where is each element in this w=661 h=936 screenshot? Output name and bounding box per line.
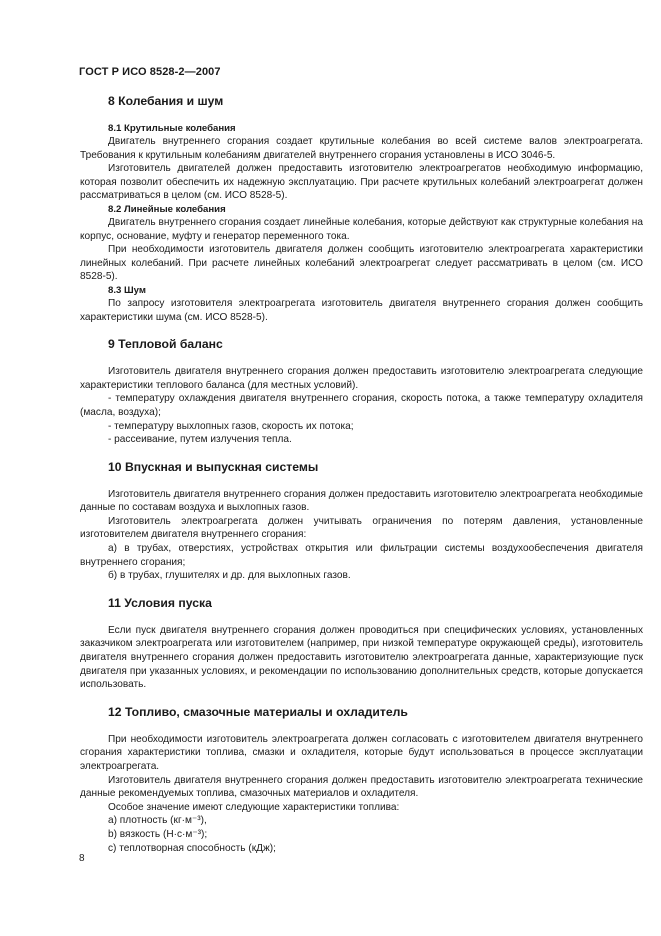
paragraph: Изготовитель двигателя внутреннего сгорания должен предоставить изготовителю электроагрегата необходимые данные по составам воздуха и выхлопных газов.: [80, 488, 643, 514]
section-11-title: 11 Условия пуска: [108, 595, 212, 610]
list-item: - температуру выхлопных газов, скорость их потока;: [108, 420, 354, 432]
paragraph: При необходимости изготовитель двигателя должен сообщить изготовителю электроагрегата характеристики линейных колебаний. При расчете линейных колебаний электроагрегат следует рассматривать в целом (см. ИСО 8528-5).: [80, 244, 643, 283]
paragraph: Изготовитель электроагрегата должен учитывать ограничения по потерям давления, установленные изготовителем двигателя внутреннего сгорания:: [80, 515, 643, 541]
list-item: b) вязкость (Н·с·м⁻³);: [108, 828, 208, 840]
paragraph: Если пуск двигателя внутреннего сгорания должен проводиться при специфических условиях, установленных заказчиком электроагрегата или изготовителем (например, при низкой температуре окружающей среды), изготовитель двигателя внутреннего сгорания должен предоставить изготовителю электроагрегата данные, характеризующие пуск двигателя при указанных условиях, и рекомендации по использованию дополнительных средств, которые допускается использовать.: [80, 624, 643, 691]
paragraph: Изготовитель двигателя внутреннего сгорания должен предоставить изготовителю электроагрегата следующие характеристики теплового баланса (для местных условий).: [80, 366, 643, 391]
list-item: - температуру охлаждения двигателя внутреннего сгорания, скорость потока, а также температуру охладителя (масла, воздуха);: [80, 393, 643, 418]
section-10-title: 10 Впускная и выпускная системы: [108, 459, 319, 474]
subsection-8-2-title: 8.2 Линейные колебания: [108, 203, 226, 215]
section-9: [80, 337, 643, 447]
section-12-title: 12 Топливо, смазочные материалы и охладитель: [108, 704, 408, 719]
subsection-8-3-title: 8.3 Шум: [108, 284, 146, 296]
section-8-title: 8 Колебания и шум: [108, 94, 224, 108]
section-9-title: 9 Тепловой баланс: [108, 337, 223, 352]
list-item: б) в трубах, глушителях и др. для выхлопных газов.: [108, 570, 351, 582]
list-item: а) в трубах, отверстиях, устройствах открытия или фильтрации системы воздухообеспечения двигателя внутреннего сгорания;: [80, 543, 643, 568]
paragraph: При необходимости изготовитель электроагрегата должен согласовать с изготовителем двигателя внутреннего сгорания характеристики топлива, смазки и охладителя, которые будут использоваться в процессе эксплуатации электроагрегата.: [80, 733, 643, 772]
section-10: [80, 460, 643, 583]
paragraph: Двигатель внутреннего сгорания создает линейные колебания, которые действуют как структурные колебания на корпус, основание, муфту и генератор переменного тока.: [80, 216, 643, 242]
list-item: - рассеивание, путем излучения тепла.: [108, 434, 292, 446]
document-header: ГОСТ Р ИСО 8528-2—2007: [79, 66, 221, 78]
page-number: 8: [79, 853, 85, 864]
list-item: а) плотность (кг·м⁻³),: [108, 815, 207, 827]
paragraph: Изготовитель двигателя внутреннего сгорания должен предоставить изготовителю электроагрегата технические данные рекомендуемых топлива, смазочных материалов и охладителя.: [80, 774, 643, 800]
document-body: [80, 94, 643, 855]
section-11: [80, 596, 643, 692]
list-item: с) теплотворная способность (кДж);: [108, 842, 276, 854]
paragraph: По запросу изготовителя электроагрегата изготовитель двигателя внутреннего сгорания должен сообщить характеристики шума (см. ИСО 8528-5).: [80, 297, 643, 323]
section-8: [80, 94, 643, 324]
paragraph: Изготовитель двигателей должен предоставить изготовителю электроагрегатов необходимую информацию, которая позволит обеспечить их надежную эксплуатацию. При расчете крутильных колебаний электроагрегат должен рассматриваться в целом (см. ИСО 8528-5).: [80, 163, 643, 202]
paragraph: Особое значение имеют следующие характеристики топлива:: [108, 801, 400, 813]
section-12: [80, 705, 643, 855]
subsection-8-1-title: 8.1 Крутильные колебания: [108, 123, 236, 134]
paragraph: Двигатель внутреннего сгорания создает крутильные колебания во всей системе валов электроагрегата. Требования к крутильным колебаниям двигателей внутреннего сгорания установлены в ИСО 3046-5.: [80, 136, 643, 161]
